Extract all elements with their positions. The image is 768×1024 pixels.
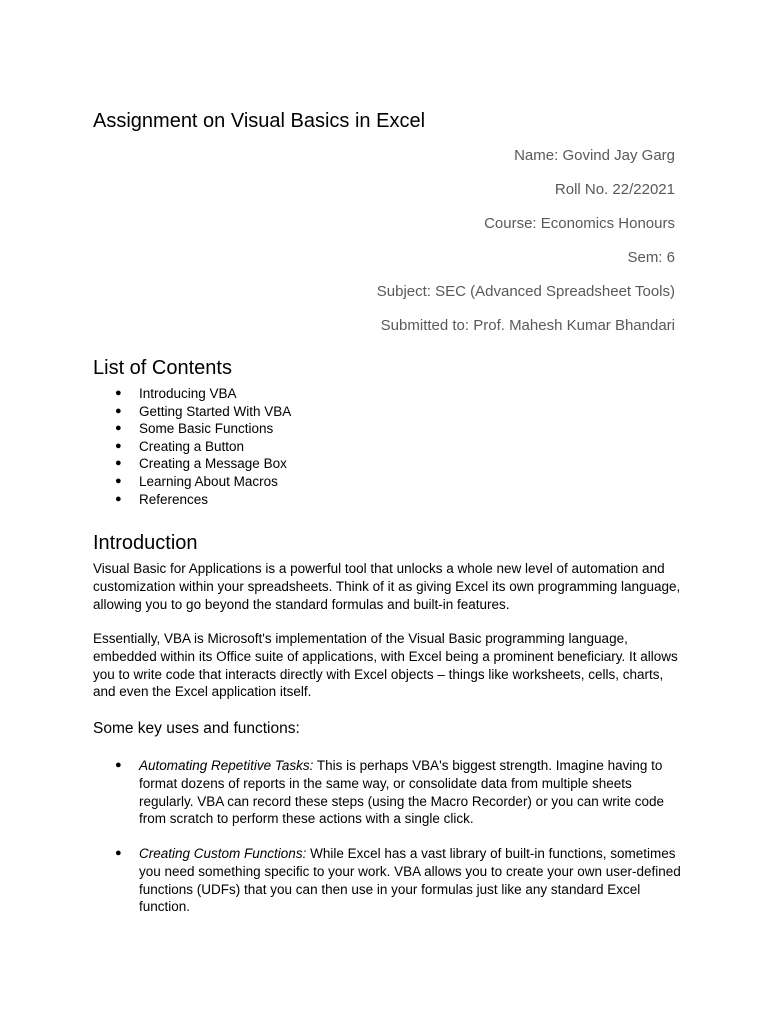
bullet-icon: ● xyxy=(115,457,122,470)
key-uses-heading: Some key uses and functions: xyxy=(93,720,300,737)
document-title: Assignment on Visual Basics in Excel xyxy=(93,110,426,132)
contents-item-label: Learning About Macros xyxy=(139,473,278,489)
introduction-paragraph-2: Essentially, VBA is Microsoft's implementation of the Visual Basic programming language, embedded within its Office suite of applications, with Excel being a prominent beneficiary. It allows you to write code that interacts directly with Excel objects – things like worksheets, cells, charts, and even the Excel application itself. xyxy=(93,631,678,700)
bullet-icon: ● xyxy=(115,387,122,399)
bullet-icon: ● xyxy=(115,847,122,859)
contents-heading: List of Contents xyxy=(93,357,232,379)
contents-item-label: Introducing VBA xyxy=(139,386,237,401)
contents-item xyxy=(93,455,291,473)
bullet-icon: ● xyxy=(115,439,122,452)
bullet-icon: ● xyxy=(115,474,122,487)
key-use-text: This is perhaps VBA's biggest strength. Imagine having to format dozens of reports in the same way, or consolidate data from multiple sheets regularly. VBA can record these steps (using the Macro Recorder) or you can write code from scratch to perform these actions with a single click. xyxy=(139,758,664,827)
author-details xyxy=(93,146,675,350)
course: Course: Economics Honours xyxy=(484,215,675,232)
contents-list xyxy=(93,385,291,508)
bullet-icon: ● xyxy=(115,422,122,435)
contents-item xyxy=(93,385,291,403)
bullet-icon: ● xyxy=(115,404,122,417)
key-use-item xyxy=(93,845,683,916)
contents-item-label: Creating a Message Box xyxy=(139,456,287,472)
key-use-title: Creating Custom Functions: xyxy=(139,846,307,861)
subject: Subject: SEC (Advanced Spreadsheet Tools) xyxy=(376,283,675,300)
key-use-text: While Excel has a vast library of built-in functions, sometimes you need something specific to your work. VBA allows you to create your own user-defined functions (UDFs) that you can then use in your formulas just like any standard Excel function. xyxy=(139,846,681,915)
roll-number: Roll No. 22/22021 xyxy=(554,181,675,198)
contents-item xyxy=(93,420,291,438)
contents-item xyxy=(93,403,291,421)
contents-item xyxy=(93,491,291,509)
document-page xyxy=(93,0,681,1024)
student-name: Name: Govind Jay Garg xyxy=(514,147,675,164)
key-use-title: Automating Repetitive Tasks: xyxy=(139,758,314,773)
semester: Sem: 6 xyxy=(627,249,675,266)
submitted-to: Submitted to: Prof. Mahesh Kumar Bhandari xyxy=(380,317,675,334)
contents-item-label: Getting Started With VBA xyxy=(139,403,292,419)
contents-item-label: Creating a Button xyxy=(139,438,245,454)
bullet-icon: ● xyxy=(115,759,122,771)
introduction-heading: Introduction xyxy=(93,532,198,554)
contents-item-label: Some Basic Functions xyxy=(139,421,274,437)
bullet-icon: ● xyxy=(115,492,122,505)
introduction-paragraph-1: Visual Basic for Applications is a powerful tool that unlocks a whole new level of automation and customization within your spreadsheets. Think of it as giving Excel its own programming language, allowing you to go beyond the standard formulas and built-in features. xyxy=(93,561,681,612)
key-use-item xyxy=(93,757,683,828)
contents-item xyxy=(93,473,291,491)
contents-item-label: References xyxy=(139,491,209,507)
contents-item xyxy=(93,438,291,456)
